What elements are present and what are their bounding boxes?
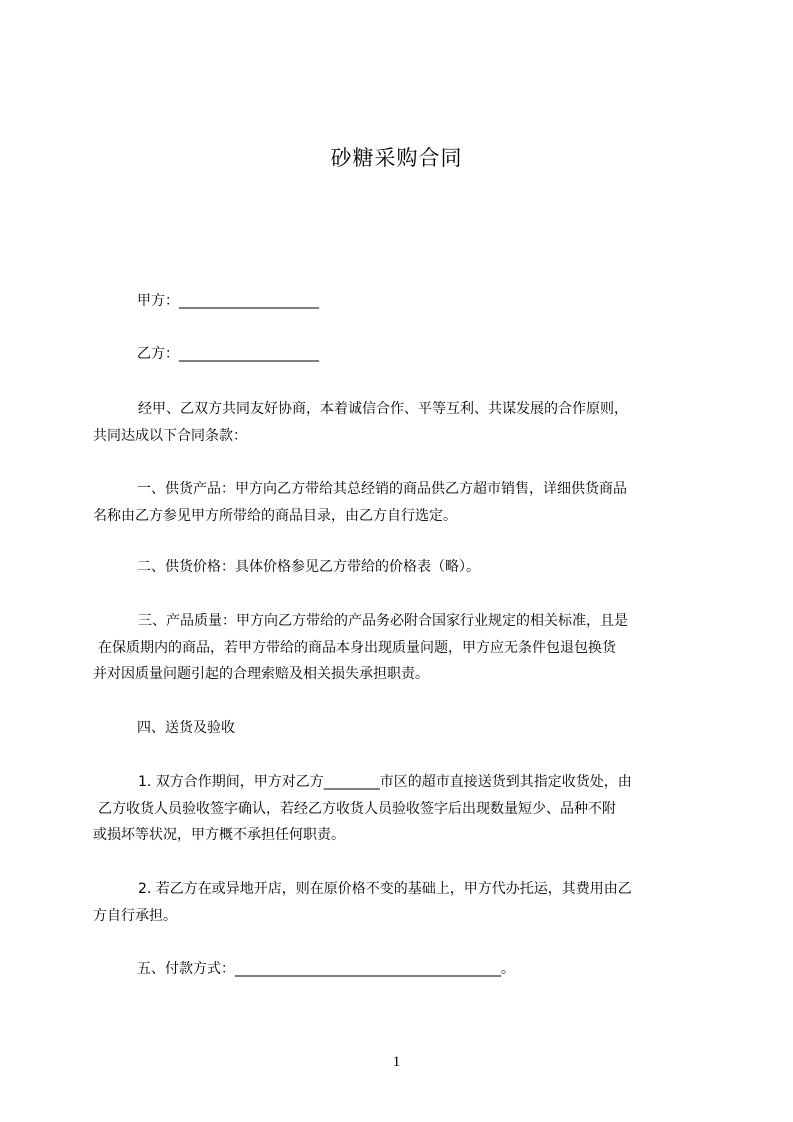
clause-3-line-1: 三、产品质量：甲方向乙方带给的产品务必附合国家行业规定的相关标准，且是 <box>138 613 628 629</box>
clause-4-item-1-line-1: 1. 双方合作期间，甲方对乙方________市区的超市直接送货到其指定收货处，由 <box>138 774 632 790</box>
clause-5-line: 五、付款方式：______________________________________。 <box>137 961 515 977</box>
page-number: 1 <box>392 1054 401 1070</box>
party-b-line: 乙方：____________________ <box>137 346 319 362</box>
clause-2-line: 二、供货价格：具体价格参见乙方带给的价格表（略）。 <box>137 559 480 575</box>
clause-4-item-2-line-1: 2. 若乙方在或异地开店，则在原价格不变的基础上，甲方代办托运，其费用由乙 <box>138 881 632 897</box>
party-a-line: 甲方：____________________ <box>137 293 319 309</box>
preamble-line-2: 共同达成以下合同条款： <box>93 428 247 444</box>
clause-4-item-1-line-3: 或损坏等状况，甲方概不承担任何职责。 <box>93 827 345 843</box>
clause-3-line-3: 并对因质量问题引起的合理索赔及相关损失承担职责。 <box>93 666 429 682</box>
preamble-line-1: 经甲、乙双方共同友好协商，本着诚信合作、平等互利、共谋发展的合作原则， <box>138 401 628 417</box>
clause-4-heading: 四、送货及验收 <box>137 720 235 736</box>
clause-4-item-1-line-2: 乙方收货人员验收签字确认，若经乙方收货人员验收签字后出现数量短少、品种不附 <box>98 801 616 817</box>
clause-3-line-2: 在保质期内的商品，若甲方带给的商品本身出现质量问题，甲方应无条件包退包换货 <box>98 640 616 656</box>
clause-1-line-1: 一、供货产品：甲方向乙方带给其总经销的商品供乙方超市销售，详细供货商品 <box>137 481 627 497</box>
clause-1-line-2: 名称由乙方参见甲方所带给的商品目录，由乙方自行选定。 <box>93 508 457 524</box>
clause-4-item-2-line-2: 方自行承担。 <box>93 908 177 924</box>
document-title: 砂糖采购合同 <box>330 146 463 170</box>
